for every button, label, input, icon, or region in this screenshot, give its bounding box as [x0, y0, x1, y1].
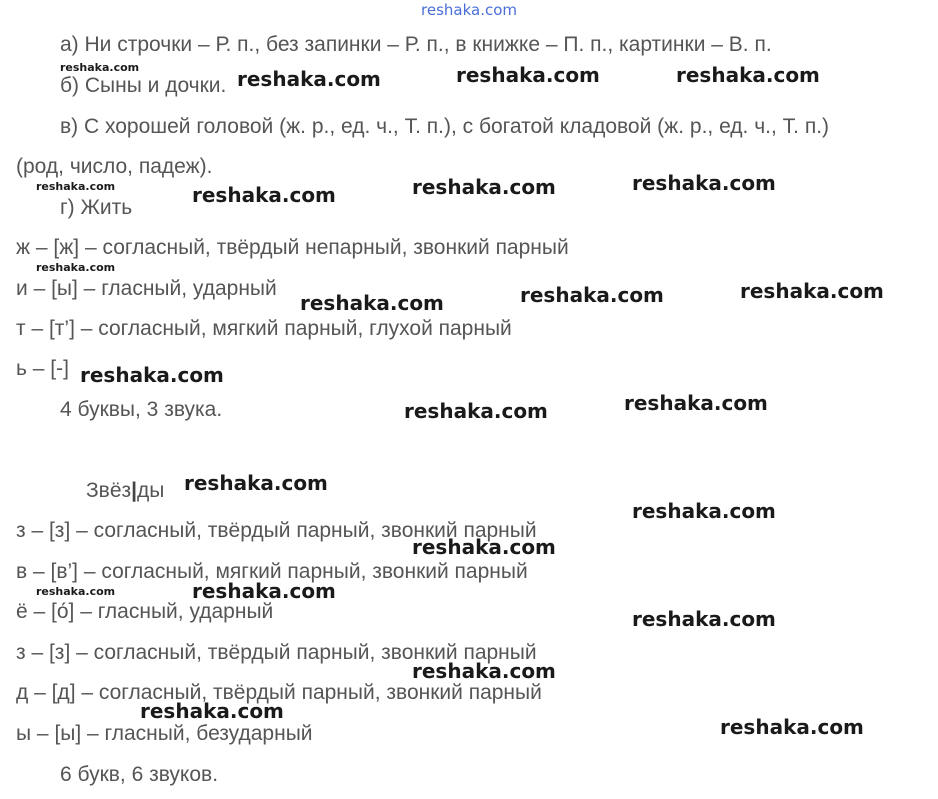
watermark: reshaka.com: [412, 535, 556, 559]
watermark: reshaka.com: [632, 607, 776, 631]
zvezdy-line-4: з – [з] – согласный, твёрдый парный, звонкий парный: [16, 641, 537, 664]
zvezdy-line-6: ы – [ы] – гласный, безударный: [16, 722, 313, 745]
answer-g: г) Жить: [60, 196, 133, 219]
watermark: reshaka.com: [740, 279, 884, 303]
watermark: reshaka.com: [456, 63, 600, 87]
watermark: reshaka.com: [140, 699, 284, 723]
watermark-small: reshaka.com: [60, 61, 140, 74]
syllable-separator: |: [131, 479, 138, 502]
zhit-line-4: ь – [-]: [16, 357, 69, 380]
watermark: reshaka.com: [520, 283, 664, 307]
watermark: reshaka.com: [720, 715, 864, 739]
watermark-small: reshaka.com: [36, 261, 116, 274]
zvezdy-word-part1: Звёз: [86, 479, 132, 502]
answer-v: в) С хорошей головой (ж. р., ед. ч., Т. п.), с богатой кладовой (ж. р., ед. ч., Т. п.): [60, 115, 830, 138]
watermark-small: reshaka.com: [36, 585, 116, 598]
zvezdy-word: [86, 480, 164, 501]
watermark: reshaka.com: [404, 399, 548, 423]
zvezdy-word-part2: ды: [137, 479, 165, 502]
zvezdy-line-2: в – [в’] – согласный, мягкий парный, звонкий парный: [16, 560, 528, 583]
zhit-line-3: т – [т’] – согласный, мягкий парный, глухой парный: [16, 317, 512, 340]
zvezdy-line-5: д – [д] – согласный, твёрдый парный, звонкий парный: [16, 681, 542, 704]
watermark: reshaka.com: [237, 67, 381, 91]
watermark: reshaka.com: [412, 175, 556, 199]
watermark-top: reshaka.com: [421, 1, 517, 19]
answer-v-continued: (род, число, падеж).: [16, 155, 213, 178]
zvezdy-line-3: ё – [о́] – гласный, ударный: [16, 600, 274, 623]
watermark: reshaka.com: [184, 471, 328, 495]
watermark: reshaka.com: [632, 499, 776, 523]
watermark: reshaka.com: [192, 579, 336, 603]
watermark-small: reshaka.com: [36, 180, 116, 193]
watermark: reshaka.com: [676, 63, 820, 87]
answer-a: а) Ни строчки – Р. п., без запинки – Р. п., в книжке – П. п., картинки – В. п.: [60, 33, 772, 56]
watermark: reshaka.com: [632, 171, 776, 195]
zvezdy-summary: 6 букв, 6 звуков.: [60, 763, 219, 786]
watermark: reshaka.com: [624, 391, 768, 415]
zhit-summary: 4 буквы, 3 звука.: [60, 398, 223, 421]
zhit-line-1: ж – [ж] – согласный, твёрдый непарный, звонкий парный: [16, 236, 569, 259]
watermark: reshaka.com: [300, 291, 444, 315]
watermark: reshaka.com: [192, 183, 336, 207]
watermark: reshaka.com: [412, 659, 556, 683]
watermark: reshaka.com: [80, 363, 224, 387]
zvezdy-line-1: з – [з] – согласный, твёрдый парный, звонкий парный: [16, 519, 537, 542]
zhit-line-2: и – [ы] – гласный, ударный: [16, 277, 277, 300]
answer-b: б) Сыны и дочки.: [60, 74, 227, 97]
